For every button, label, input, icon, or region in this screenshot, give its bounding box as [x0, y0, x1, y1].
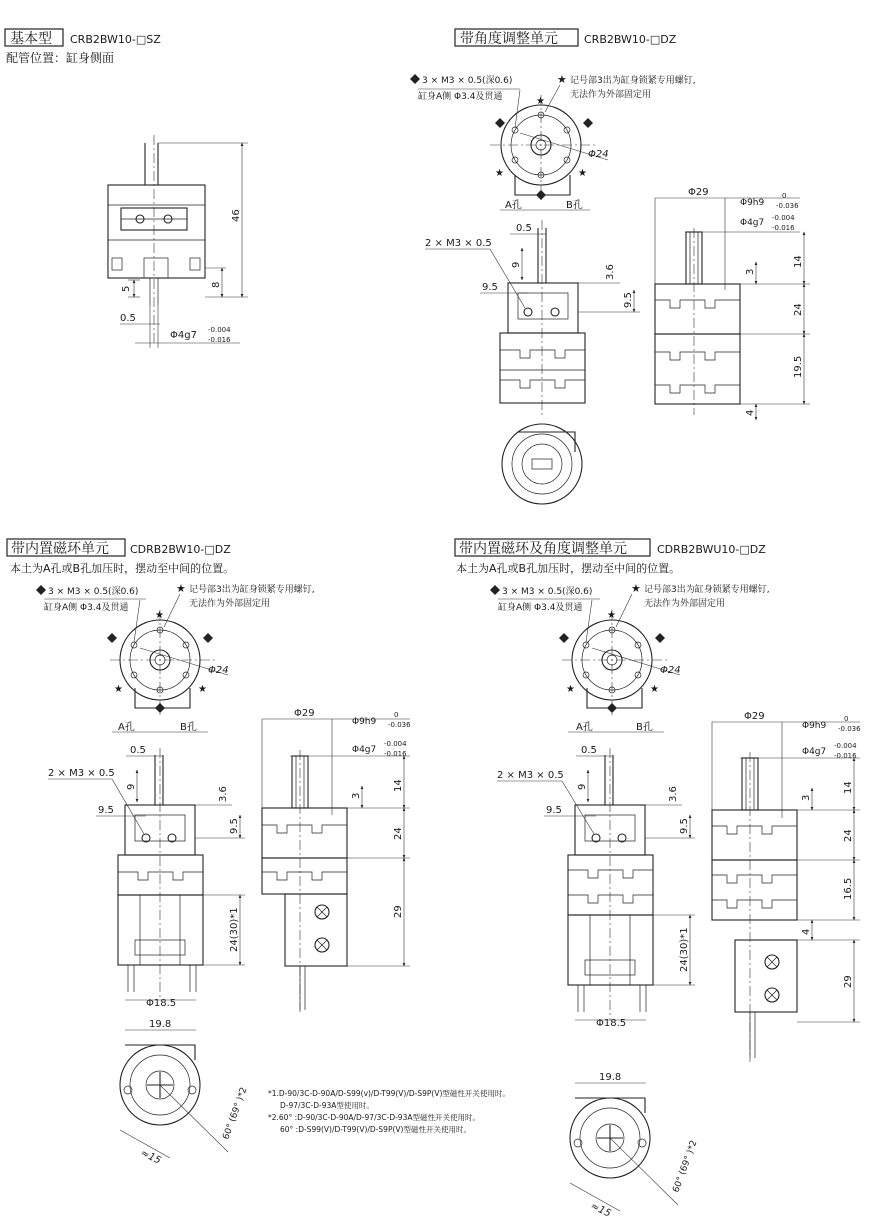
diamond-icon: [559, 633, 569, 643]
basic-front-view: [108, 135, 248, 348]
magnet-angle-d198: 19.8: [599, 1072, 622, 1083]
magnet-d3: 3: [351, 792, 362, 799]
angle-d4: 4: [745, 409, 756, 416]
angle-phi9-lo: -0.036: [776, 202, 799, 210]
magnet-angle-d15: ≈15: [588, 1200, 613, 1220]
section-magnet-angle-note: 本土为A孔或B孔加压时，摆动至中间的位置。: [456, 562, 681, 575]
section-basic: [5, 29, 248, 348]
star-icon: ★: [155, 610, 164, 621]
magnet-d2430: 24(30)*1: [229, 907, 240, 952]
magnet-phi4-lo: -0.016: [384, 750, 407, 758]
star-icon: ★: [650, 684, 659, 695]
magnet-angle-ang: 60° (69° )*2: [671, 1139, 700, 1195]
diamond-icon: [583, 118, 593, 128]
magnet-note-tap: 3 × M3 × 0.5(深0.6): [48, 587, 139, 597]
magnet-angle-front-view: [497, 745, 695, 1029]
magnet-angle-phi4-lo: -0.016: [834, 752, 857, 760]
magnet-d24: 24: [393, 827, 404, 840]
magnet-angle-note-tap2: 缸身A侧 Φ3.4及贯通: [498, 603, 583, 613]
angle-note-tap2: 缸身A侧 Φ3.4及贯通: [418, 92, 503, 102]
magnet-phi29: Φ29: [294, 708, 315, 719]
footnotes: [268, 1088, 510, 1134]
angle-d95a: 9.5: [482, 282, 498, 293]
angle-bottom-view: [502, 424, 582, 504]
angle-d9: 9: [511, 261, 522, 268]
angle-d14: 14: [793, 255, 804, 268]
diamond-icon: [490, 585, 500, 595]
diamond-icon: [155, 703, 165, 713]
angle-port-b: B孔: [566, 200, 583, 211]
section-magnet-model: CDRB2BW10-□DZ: [130, 543, 231, 556]
magnet-d198: 19.8: [149, 1019, 172, 1030]
angle-d05: 0.5: [516, 223, 532, 234]
magnet-angle-phi185: Φ18.5: [596, 1018, 627, 1029]
angle-phi4-lo: -0.016: [772, 224, 795, 232]
magnet-angle-d9: 9: [577, 783, 588, 790]
magnet-d15: ≈15: [138, 1147, 163, 1167]
magnet-angle-phi29: Φ29: [744, 711, 765, 722]
magnet-note-star2: 无法作为外部固定用: [189, 599, 271, 609]
diamond-icon: [655, 633, 665, 643]
star-icon: ★: [536, 96, 545, 107]
basic-dim-8: 8: [211, 281, 222, 288]
magnet-note-star: 记号部3出为缸身锁紧专用螺钉,: [189, 585, 315, 595]
magnet-phi185: Φ18.5: [146, 998, 177, 1009]
magnet-angle-d36: 3.6: [668, 786, 679, 802]
section-magnet-angle: [455, 539, 861, 1220]
magnet-side-view: [262, 708, 411, 1015]
magnet-angle-d95a: 9.5: [546, 805, 562, 816]
diamond-icon: [107, 633, 117, 643]
angle-d195: 19.5: [793, 355, 804, 378]
footnote-4: 60° :D-S99(V)/D-T99(V)/D-S9P(V)型磁性开关使用时。: [280, 1125, 471, 1134]
section-basic-title: 基本型: [10, 31, 52, 47]
magnet-angle-phi4: Φ4g7: [802, 747, 827, 757]
magnet-angle-port-a: A孔: [576, 722, 593, 733]
magnet-phi9-up: 0: [394, 711, 399, 719]
footnote-2: D-97/3C-D-93A型使用时。: [280, 1101, 374, 1110]
magnet-d36: 3.6: [218, 786, 229, 802]
angle-d95b: 9.5: [623, 292, 634, 308]
section-magnet-title: 带内置磁环单元: [11, 541, 109, 557]
magnet-d9: 9: [126, 783, 137, 790]
section-magnet: [7, 539, 411, 1167]
diamond-icon: [36, 585, 46, 595]
magnet-angle-phi4-up: -0.004: [834, 742, 857, 750]
angle-phi9: Φ9h9: [740, 198, 765, 208]
angle-phi9-up: 0: [782, 192, 787, 200]
magnet-angle-d05: 0.5: [581, 745, 597, 756]
footnote-3: *2.60° :D-90/3C-D-90A/D-97/3C-D-93A型磁性开关使用时。: [268, 1113, 480, 1122]
angle-side-view: [655, 187, 810, 420]
magnet-d95a: 9.5: [98, 805, 114, 816]
star-icon: ★: [631, 582, 641, 595]
magnet-phi4: Φ4g7: [352, 745, 377, 755]
basic-shaft-dim: Φ4g7: [170, 330, 197, 341]
angle-m3: 2 × M3 × 0.5: [425, 238, 492, 249]
magnet-angle-phi9-up: 0: [844, 715, 849, 723]
angle-phi29: Φ29: [688, 187, 709, 198]
angle-phi24: Φ24: [588, 149, 609, 160]
angle-d24: 24: [793, 303, 804, 316]
star-icon: ★: [557, 73, 567, 86]
magnet-m3: 2 × M3 × 0.5: [48, 768, 115, 779]
magnet-phi4-up: -0.004: [384, 740, 407, 748]
basic-dim-5: 5: [121, 285, 132, 292]
angle-note-star: 记号部3出为缸身锁紧专用螺钉,: [570, 76, 696, 86]
magnet-angle-d3: 3: [801, 794, 812, 801]
magnet-phi9-lo: -0.036: [388, 721, 411, 729]
section-angle-title: 带角度调整单元: [460, 31, 558, 47]
diamond-icon: [410, 74, 420, 84]
basic-shaft-tol-lo: -0.016: [208, 336, 231, 344]
section-basic-note: 配管位置：缸身侧面: [6, 51, 115, 65]
angle-note-star2: 无法作为外部固定用: [570, 90, 652, 100]
section-basic-model: CRB2BW10-□SZ: [70, 33, 161, 46]
section-magnet-note: 本土为A孔或B孔加压时，摆动至中间的位置。: [10, 562, 235, 575]
angle-phi4: Φ4g7: [740, 218, 765, 228]
star-icon: ★: [495, 168, 504, 179]
magnet-d29: 29: [393, 905, 404, 918]
magnet-angle-d14: 14: [843, 781, 854, 794]
magnet-angle-note-star2: 无法作为外部固定用: [644, 599, 726, 609]
magnet-phi9: Φ9h9: [352, 717, 377, 727]
star-icon: ★: [198, 684, 207, 695]
magnet-angle-bottom-view: [570, 1072, 700, 1220]
star-icon: ★: [114, 684, 123, 695]
magnet-d95b: 9.5: [229, 818, 240, 834]
magnet-angle-d4: 4: [801, 928, 812, 935]
magnet-angle-d2430: 24(30)*1: [679, 927, 690, 972]
star-icon: ★: [607, 610, 616, 621]
star-icon: ★: [578, 168, 587, 179]
star-icon: ★: [176, 582, 186, 595]
angle-port-a: A孔: [505, 200, 522, 211]
diamond-icon: [495, 118, 505, 128]
section-angle-model: CRB2BW10-□DZ: [584, 33, 677, 46]
section-angle: [410, 29, 810, 504]
diamond-icon: [607, 703, 617, 713]
magnet-note-tap2: 缸身A侧 Φ3.4及贯通: [44, 603, 129, 613]
footnote-1: *1.D-90/3C-D-90A/D-S99(v)/D-T99(V)/D-S9P(V)型磁性开关使用时。: [268, 1089, 510, 1098]
magnet-ang: 60° (69° )*2: [221, 1086, 250, 1142]
basic-dim-46: 46: [231, 209, 242, 222]
diamond-icon: [536, 190, 546, 200]
basic-shaft-tol-up: -0.004: [208, 326, 231, 334]
magnet-d14: 14: [393, 779, 404, 792]
angle-top-view: [490, 85, 609, 211]
magnet-front-view: [48, 745, 245, 1009]
magnet-d05: 0.5: [130, 745, 146, 756]
diamond-icon: [203, 633, 213, 643]
angle-d3: 3: [745, 268, 756, 275]
section-magnet-angle-title: 带内置磁环及角度调整单元: [459, 541, 627, 557]
section-magnet-angle-model: CDRB2BWU10-□DZ: [657, 543, 766, 556]
magnet-angle-d29: 29: [843, 975, 854, 988]
angle-phi4-up: -0.004: [772, 214, 795, 222]
magnet-port-b: B孔: [180, 722, 197, 733]
magnet-angle-d95b: 9.5: [679, 818, 690, 834]
angle-note-tap: 3 × M3 × 0.5(深0.6): [422, 76, 513, 86]
star-icon: ★: [566, 684, 575, 695]
angle-d36: 3.6: [605, 264, 616, 280]
magnet-angle-d165: 16.5: [843, 877, 854, 900]
magnet-angle-side-view: [712, 711, 861, 1062]
magnet-port-a: A孔: [118, 722, 135, 733]
magnet-angle-note-star: 记号部3出为缸身锁紧专用螺钉,: [644, 585, 770, 595]
magnet-bottom-view: [120, 1019, 250, 1167]
magnet-angle-phi24: Φ24: [660, 665, 681, 676]
magnet-angle-d24: 24: [843, 829, 854, 842]
magnet-angle-phi9-lo: -0.036: [838, 725, 861, 733]
magnet-angle-m3: 2 × M3 × 0.5: [497, 770, 564, 781]
magnet-angle-top-view: [559, 594, 681, 733]
angle-front-view: [425, 220, 640, 415]
magnet-angle-port-b: B孔: [636, 722, 653, 733]
magnet-phi24: Φ24: [208, 665, 229, 676]
magnet-top-view: [107, 594, 229, 733]
basic-dim-05: 0.5: [120, 313, 136, 324]
magnet-angle-note-tap: 3 × M3 × 0.5(深0.6): [502, 587, 593, 597]
magnet-angle-phi9: Φ9h9: [802, 721, 827, 731]
